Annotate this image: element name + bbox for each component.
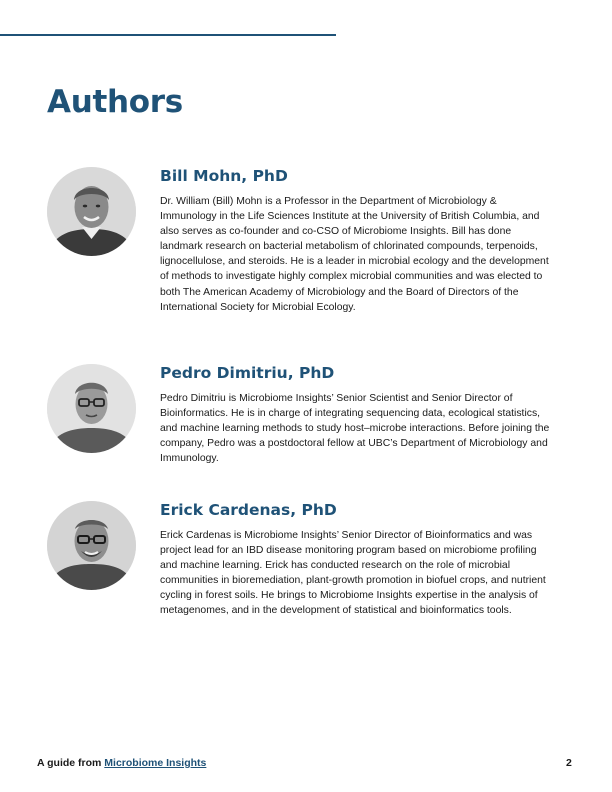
author-name: Erick Cardenas, PhD (160, 501, 337, 519)
author-photo (47, 364, 136, 453)
footer-credit (37, 757, 206, 769)
page-title: Authors (47, 84, 183, 120)
author-bio: Erick Cardenas is Microbiome Insights’ Senior Director of Bioinformatics and was project lead for an IBD disease monitoring program based on microbiome profiling and machine learning. Erick has conducted research on the role of microbial communities in bioremediation, plant-growth promotion in biofuel crops, and nutrient cycling in forest soils. He brings to Microbiome Insights expertise in the analysis of metagenomes, and in the development of statistical and bioinformatics tools. (160, 530, 546, 617)
footer-prefix: A guide from (37, 757, 102, 769)
header-rule (0, 34, 336, 36)
author-name: Bill Mohn, PhD (160, 167, 288, 185)
author-bio: Dr. William (Bill) Mohn is a Professor in the Department of Microbiology & Immunology in the Life Sciences Institute at the University of British Columbia, and also serves as co-founder and co-CSO of Microbiome Insights. Bill has done landmark research on bacterial metabolism of chlorinated compounds, terpenoids, lignocellulose, and steroids. He is a leader in microbial ecology and the development of methods to investigate highly complex microbial communities and was elected to both The American Academy of Microbiology and the Board of Directors of the International Society for Microbial Ecology. (160, 196, 549, 313)
author-bio: Pedro Dimitriu is Microbiome Insights’ Senior Scientist and Senior Director of Bioinformatics. He is in charge of integrating sequencing data, ecological statistics, and machine learning methods to study host–microbe interactions. Before joining the company, Pedro was a postdoctoral fellow at UBC’s Department of Microbiology and Immunology. (160, 393, 550, 465)
author-photo (47, 501, 136, 590)
author-name: Pedro Dimitriu, PhD (160, 364, 335, 382)
author-photo (47, 167, 136, 256)
page-number: 2 (566, 757, 572, 769)
microbiome-insights-link[interactable]: Microbiome Insights (104, 757, 207, 769)
